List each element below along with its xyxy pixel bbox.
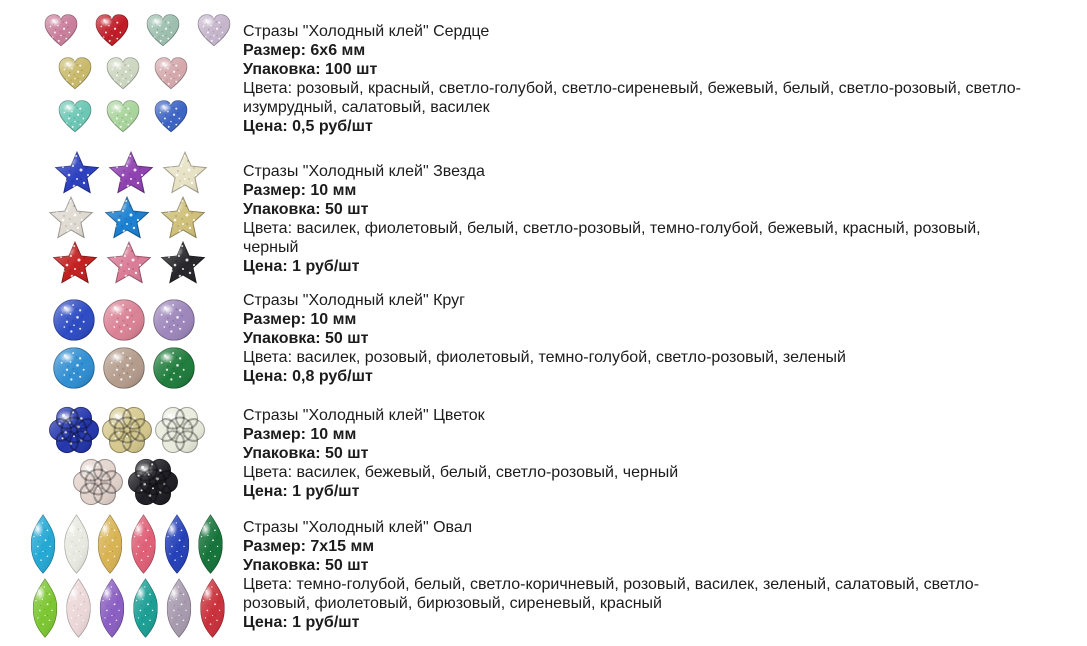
price-value: 0,8 руб/шт xyxy=(292,368,373,385)
colors-line xyxy=(243,463,1023,482)
size-value: 10 мм xyxy=(310,426,357,443)
circles-photo xyxy=(0,290,243,400)
price-label: Цена: xyxy=(243,483,288,500)
size-label: Размер: xyxy=(243,42,306,59)
product-section-hearts xyxy=(0,6,1087,146)
flowers-photo xyxy=(0,400,243,511)
ovals-photo xyxy=(0,511,243,644)
colors-line xyxy=(243,575,1023,613)
size-value: 6х6 мм xyxy=(310,42,366,59)
price-line xyxy=(243,257,1023,276)
colors-label: Цвета: xyxy=(243,349,293,366)
pack-value: 50 шт xyxy=(325,201,369,218)
price-value: 1 руб/шт xyxy=(292,614,360,631)
price-label: Цена: xyxy=(243,368,288,385)
stars-photo xyxy=(0,146,243,290)
pack-value: 50 шт xyxy=(325,557,369,574)
product-info xyxy=(243,6,1023,146)
colors-label: Цвета: xyxy=(243,464,293,481)
size-value: 10 мм xyxy=(310,182,357,199)
price-value: 0,5 руб/шт xyxy=(292,118,373,135)
size-line xyxy=(243,181,1023,200)
price-line xyxy=(243,117,1023,136)
pack-value: 50 шт xyxy=(325,330,369,347)
colors-value: василек, фиолетовый, белый, светло-розовый, темно-голубой, бежевый, красный, розовый, черный xyxy=(243,220,981,256)
product-title: Стразы "Холодный клей" Сердце xyxy=(243,23,490,40)
size-line xyxy=(243,425,1023,444)
colors-value: василек, розовый, фиолетовый, темно-голубой, светло-розовый, зеленый xyxy=(296,349,846,366)
colors-value: василек, бежевый, белый, светло-розовый, черный xyxy=(296,464,679,481)
product-info xyxy=(243,146,1023,290)
colors-line xyxy=(243,348,1023,367)
product-info xyxy=(243,511,1023,644)
product-title: Стразы "Холодный клей" Круг xyxy=(243,292,465,309)
product-section-circles xyxy=(0,290,1087,400)
colors-line xyxy=(243,79,1023,117)
product-title: Стразы "Холодный клей" Цветок xyxy=(243,407,485,424)
product-title: Стразы "Холодный клей" Звезда xyxy=(243,163,485,180)
price-line xyxy=(243,482,1023,501)
pack-label: Упаковка: xyxy=(243,330,321,347)
price-label: Цена: xyxy=(243,614,288,631)
colors-label: Цвета: xyxy=(243,576,293,593)
size-value: 7х15 мм xyxy=(310,538,375,555)
price-label: Цена: xyxy=(243,118,288,135)
product-section-stars xyxy=(0,146,1087,290)
colors-label: Цвета: xyxy=(243,80,293,97)
size-line xyxy=(243,537,1023,556)
product-info xyxy=(243,400,1023,511)
pack-line xyxy=(243,60,1023,79)
product-section-flowers xyxy=(0,400,1087,511)
product-info xyxy=(243,290,1023,400)
price-value: 1 руб/шт xyxy=(292,483,360,500)
pack-value: 100 шт xyxy=(325,61,378,78)
colors-value: темно-голубой, белый, светло-коричневый, розовый, василек, зеленый, салатовый, светло-розовый, фиолетовый, бирюзовый, сиреневый, красный xyxy=(243,576,980,612)
size-line xyxy=(243,310,1023,329)
price-value: 1 руб/шт xyxy=(292,258,360,275)
size-label: Размер: xyxy=(243,426,306,443)
size-label: Размер: xyxy=(243,182,306,199)
colors-label: Цвета: xyxy=(243,220,293,237)
pack-line xyxy=(243,556,1023,575)
price-label: Цена: xyxy=(243,258,288,275)
pack-value: 50 шт xyxy=(325,445,369,462)
size-value: 10 мм xyxy=(310,311,357,328)
pack-label: Упаковка: xyxy=(243,201,321,218)
size-label: Размер: xyxy=(243,538,306,555)
colors-line xyxy=(243,219,1023,257)
pack-label: Упаковка: xyxy=(243,61,321,78)
hearts-photo xyxy=(0,6,243,146)
product-section-ovals xyxy=(0,511,1087,644)
pack-label: Упаковка: xyxy=(243,557,321,574)
product-title: Стразы "Холодный клей" Овал xyxy=(243,519,473,536)
pack-label: Упаковка: xyxy=(243,445,321,462)
pack-line xyxy=(243,200,1023,219)
colors-value: розовый, красный, светло-голубой, светло-сиреневый, бежевый, белый, светло-розовый, светло-изумрудный, салатовый, василек xyxy=(243,80,1021,116)
pack-line xyxy=(243,444,1023,463)
size-label: Размер: xyxy=(243,311,306,328)
pack-line xyxy=(243,329,1023,348)
price-line xyxy=(243,367,1023,386)
price-line xyxy=(243,613,1023,632)
size-line xyxy=(243,41,1023,60)
